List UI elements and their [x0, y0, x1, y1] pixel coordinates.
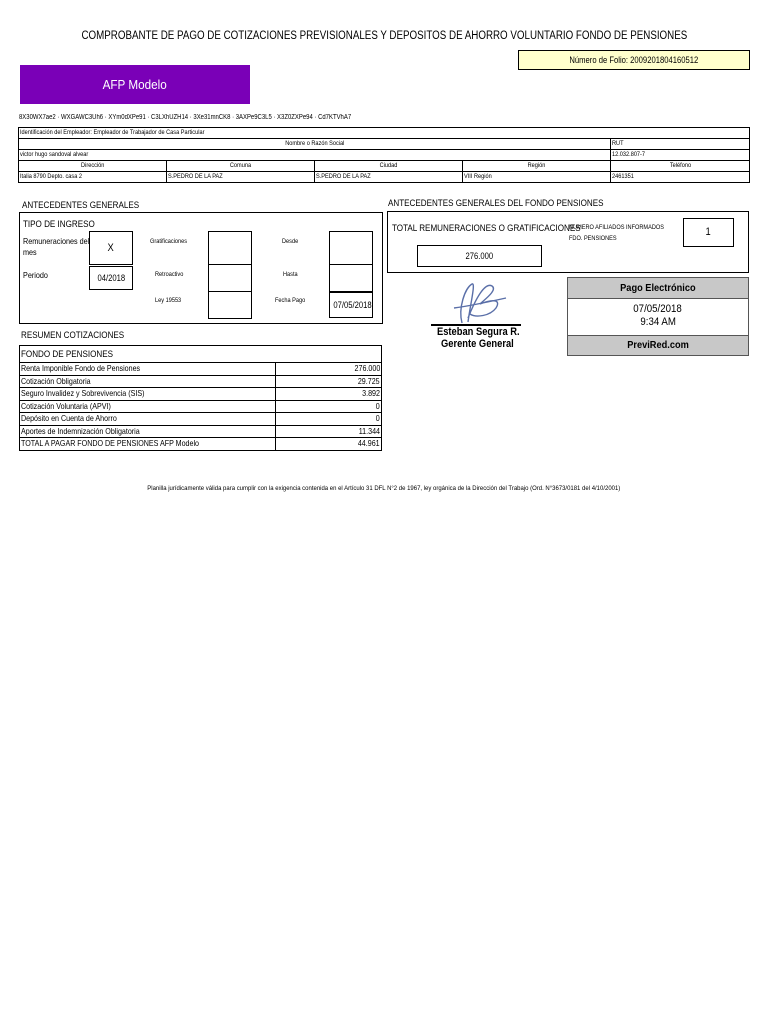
- row-label: Cotización Voluntaria (APVI): [20, 400, 276, 413]
- row-value: 44.961: [276, 438, 382, 451]
- document-title: COMPROBANTE DE PAGO DE COTIZACIONES PREVISIONALES Y DEPOSITOS DE AHORRO VOLUNTARIO FONDO DE PENSIONES: [81, 30, 687, 42]
- pago-header: Pago Electrónico: [568, 278, 748, 299]
- row-value: 0: [276, 400, 382, 413]
- verification-codes: 8X30WX7ae2 · WXGAWC3Uh6 · XYm0dXPe91 · C3LXhUZH14 · 3Xe31mnCK8 · 3AXPe9C3L5 · X3Z0ZXPe94 · Cd7KTVhA7: [19, 114, 352, 121]
- retroactivo-box: [208, 264, 252, 292]
- fondo-title: ANTECEDENTES GENERALES DEL FONDO PENSIONES: [388, 198, 604, 209]
- pago-body: [568, 299, 748, 335]
- hasta-label: Hasta: [283, 271, 298, 278]
- employer-name-header: Nombre o Razón Social: [19, 139, 611, 150]
- row-value: 276.000: [276, 363, 382, 376]
- row-value: 11.344: [276, 425, 382, 438]
- afiliados-label-1: NUMERO AFILIADOS INFORMADOS: [569, 224, 664, 231]
- header-ciudad: Ciudad: [315, 161, 463, 172]
- afiliados-box: 1: [683, 218, 734, 247]
- ley-box: [208, 291, 252, 319]
- table-row: [20, 425, 382, 438]
- resumen-title: RESUMEN COTIZACIONES: [21, 330, 125, 341]
- employer-rut: 12.032.807-7: [611, 150, 750, 161]
- afiliados-label-2: FDO. PENSIONES: [569, 235, 617, 242]
- remuneraciones-box: X: [89, 231, 133, 265]
- signature-role: Gerente General: [441, 338, 514, 350]
- gratificaciones-label: Gratificaciones: [150, 238, 188, 245]
- remuneraciones-label: Remuneraciones del mes: [23, 236, 90, 257]
- resumen-header: FONDO DE PENSIONES: [20, 346, 382, 363]
- afp-brand-banner: AFP Modelo: [20, 65, 250, 104]
- row-label: Seguro Invalidez y Sobrevivencia (SIS): [20, 388, 276, 401]
- resumen-table: [19, 345, 382, 451]
- employer-rut-header: RUT: [611, 139, 750, 150]
- row-label: Renta Imponible Fondo de Pensiones: [20, 363, 276, 376]
- pago-time: 9:34 AM: [640, 316, 676, 328]
- gratificaciones-box: [208, 231, 252, 265]
- value-direccion: Italia 8790 Depto. casa 2: [19, 172, 167, 183]
- row-label: Depósito en Cuenta de Ahorro: [20, 413, 276, 426]
- pago-electronico-box: [567, 277, 749, 356]
- signature-scribble: [440, 278, 520, 328]
- value-comuna: S.PEDRO DE LA PAZ: [167, 172, 315, 183]
- value-telefono: 2461351: [611, 172, 750, 183]
- header-comuna: Comuna: [167, 161, 315, 172]
- table-row: [20, 413, 382, 426]
- table-row-total: [20, 438, 382, 451]
- header-direccion: Dirección: [19, 161, 167, 172]
- value-region: VIII Región: [463, 172, 611, 183]
- hasta-box: [329, 264, 373, 292]
- folio-number: Número de Folio: 2009201804160512: [518, 50, 750, 70]
- employer-name: victor hugo sandoval alvear: [19, 150, 611, 161]
- antecedentes-title: ANTECEDENTES GENERALES: [22, 200, 140, 211]
- table-row: [20, 375, 382, 388]
- value-ciudad: S.PEDRO DE LA PAZ: [315, 172, 463, 183]
- fecha-pago-box: 07/05/2018: [329, 292, 373, 318]
- table-row: [20, 400, 382, 413]
- desde-label: Desde: [282, 238, 299, 245]
- row-value: 3.892: [276, 388, 382, 401]
- header-region: Región: [463, 161, 611, 172]
- signature-name: Esteban Segura R.: [437, 326, 520, 338]
- row-value: 0: [276, 413, 382, 426]
- total-remuneraciones-box: 276.000: [417, 245, 542, 267]
- legal-footer: Planilla jurídicamente válida para cumplir con la exigencia contenida en el Artículo 31 DFL N°2 de 1967, ley orgánica de la Dirección del Trabajo (Ord. N°3673/0181 del 4/10/2001): [147, 485, 621, 492]
- row-label: Cotización Obligatoria: [20, 375, 276, 388]
- row-label: TOTAL A PAGAR FONDO DE PENSIONES AFP Modelo: [20, 438, 276, 451]
- pago-date: 07/05/2018: [633, 303, 683, 315]
- ley-label: Ley 19553: [155, 297, 182, 304]
- tipo-ingreso-label: TIPO DE INGRESO: [23, 219, 95, 230]
- employer-table: [18, 127, 750, 183]
- row-label: Aportes de Indemnización Obligatoria: [20, 425, 276, 438]
- pago-footer: PreviRed.com: [568, 335, 748, 355]
- table-row: [20, 363, 382, 376]
- header-telefono: Teléfono: [611, 161, 750, 172]
- table-row: [20, 388, 382, 401]
- total-remuneraciones-label: TOTAL REMUNERACIONES O GRATIFICACIONES: [392, 223, 581, 234]
- fecha-pago-label: Fecha Pago: [275, 297, 306, 304]
- row-value: 29.725: [276, 375, 382, 388]
- desde-box: [329, 231, 373, 265]
- retroactivo-label: Retroactivo: [155, 271, 184, 278]
- periodo-label: Periodo: [23, 270, 48, 280]
- periodo-box: 04/2018: [89, 266, 133, 290]
- employer-identification: Identificación del Empleador: Empleador de Trabajador de Casa Particular: [19, 128, 750, 139]
